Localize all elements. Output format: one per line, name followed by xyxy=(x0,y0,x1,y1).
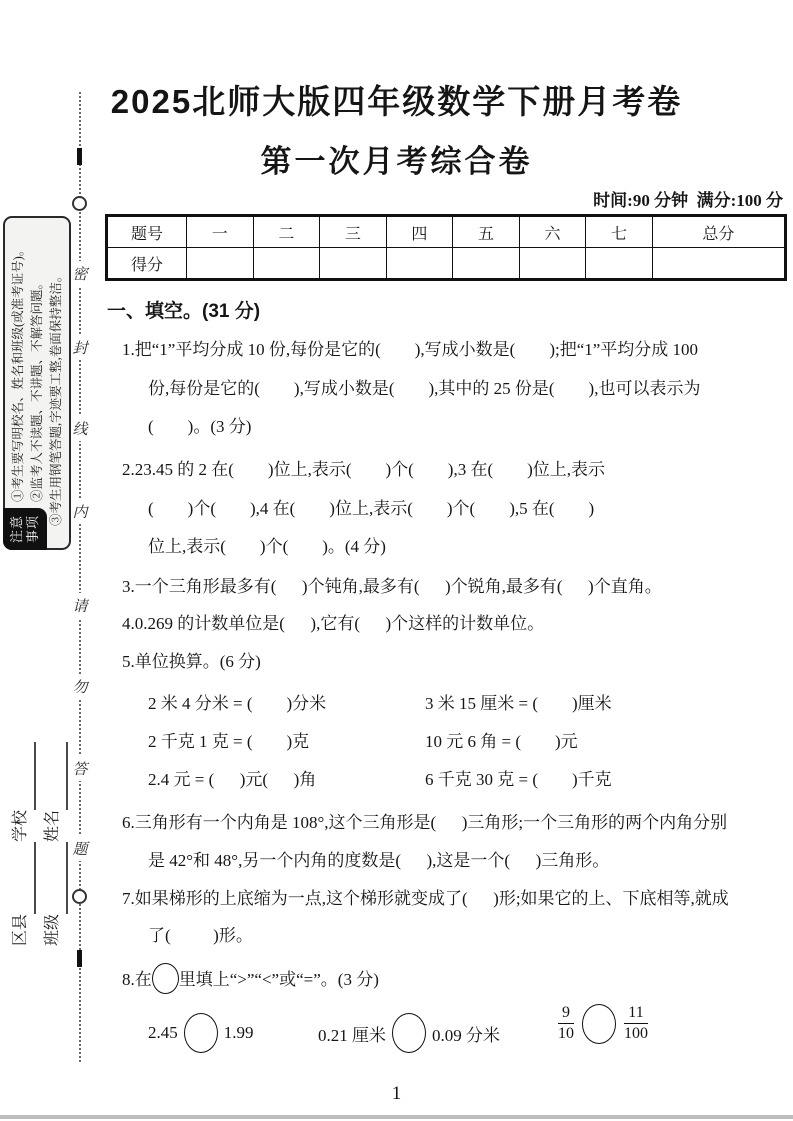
seal-char: 内 xyxy=(70,499,90,524)
score-cell xyxy=(519,248,586,280)
seal-char: 封 xyxy=(70,335,90,360)
seal-char: 线 xyxy=(70,416,90,441)
notice-line-2: ②监考人不读题、不讲题、不解答问题。 xyxy=(30,276,44,502)
fraction-numerator: 11 xyxy=(624,1003,647,1024)
notice-tab-text: 事项 xyxy=(25,515,40,544)
question-6-line: 是 42°和 48°,另一个内角的度数是( ),这是一个( )三角形。 xyxy=(148,851,610,870)
question-8-suffix: 里填上“>”“<”或“=”。(3 分) xyxy=(178,970,379,989)
col-header: 二 xyxy=(253,216,320,248)
question-2-line: 2.23.45 的 2 在( )位上,表示( )个( ),3 在( )位上,表示 xyxy=(122,460,606,479)
conversion-item: 3 米 15 厘米 = ( )厘米 xyxy=(425,694,612,713)
fraction-numerator: 9 xyxy=(558,1003,574,1024)
seal-dotted-line xyxy=(79,92,81,1062)
conversion-item: 2 米 4 分米 = ( )分米 xyxy=(148,694,327,713)
notice-box xyxy=(3,216,73,550)
scan-bottom-edge xyxy=(0,1115,793,1119)
notice-line-1: ①考生要写明校名、姓名和班级(或准考证号)。 xyxy=(11,243,25,502)
score-label: 得分 xyxy=(107,248,187,280)
seal-char: 请 xyxy=(70,593,90,618)
comparison-right: 1.99 xyxy=(223,1023,254,1042)
seal-char: 勿 xyxy=(70,674,90,699)
comparison-left: 0.21 厘米 xyxy=(318,1025,386,1045)
name-fields xyxy=(6,690,72,946)
notice-line-3: ③考生用钢笔答题,字迹要工整,卷面保持整洁。 xyxy=(49,269,63,526)
score-cell xyxy=(253,248,320,280)
question-1-line: 份,每份是它的( ),写成小数是( ),其中的 25 份是( ),也可以表示为 xyxy=(148,379,701,398)
col-header: 六 xyxy=(519,216,586,248)
notice-tab-text: 注意 xyxy=(9,515,24,544)
conversion-item: 6 千克 30 克 = ( )千克 xyxy=(425,770,612,789)
seal-char: 答 xyxy=(70,756,90,781)
question-4: 4.0.269 的计数单位是( ),它有( )个这样的计数单位。 xyxy=(122,614,545,633)
question-3: 3.一个三角形最多有( )个钝角,最多有( )个锐角,最多有( )个直角。 xyxy=(122,577,662,596)
compare-circle xyxy=(582,1004,616,1044)
compare-circle xyxy=(152,963,179,994)
fraction xyxy=(556,1003,576,1044)
compare-circle xyxy=(392,1013,426,1053)
col-header: 三 xyxy=(320,216,387,248)
col-header: 五 xyxy=(453,216,520,248)
fraction-denominator: 10 xyxy=(558,1025,574,1042)
exam-subtitle: 第一次月考综合卷 xyxy=(260,144,533,179)
table-row xyxy=(107,216,786,248)
col-header: 一 xyxy=(187,216,254,248)
seal-char: 题 xyxy=(70,836,90,861)
comparison-item xyxy=(318,1013,500,1053)
time-score-info: 时间:90 分钟 满分:100 分 xyxy=(593,191,783,210)
name-label: 姓名 xyxy=(44,809,61,842)
score-cell xyxy=(652,248,785,280)
question-7-line: 了( )形。 xyxy=(148,926,253,945)
compare-circle xyxy=(184,1013,218,1053)
col-header: 总分 xyxy=(652,216,785,248)
seal-dash-bottom xyxy=(77,950,82,967)
conversion-item: 2 千克 1 克 = ( )克 xyxy=(148,732,310,751)
question-8-prefix: 8.在 xyxy=(122,970,152,989)
question-6-line: 6.三角形有一个内角是 108°,这个三角形是( )三角形;一个三角形的两个内角分别 xyxy=(122,813,728,832)
comparison-left: 2.45 xyxy=(148,1023,178,1042)
col-header: 七 xyxy=(586,216,653,248)
district-label: 区县 xyxy=(12,913,29,946)
col-header: 四 xyxy=(386,216,453,248)
section-heading: 一、填空。(31 分) xyxy=(107,301,261,322)
score-cell xyxy=(586,248,653,280)
school-blank xyxy=(14,742,36,810)
score-cell xyxy=(320,248,387,280)
conversion-item: 10 元 6 角 = ( )元 xyxy=(425,732,578,751)
question-8-line xyxy=(122,963,379,994)
class-label: 班级 xyxy=(44,913,61,946)
question-2-line: 位上,表示( )个( )。(4 分) xyxy=(148,537,386,556)
notice-tab xyxy=(3,508,47,550)
conversion-item: 2.4 元 = ( )元( )角 xyxy=(148,770,317,789)
exam-title: 2025北师大版四年级数学下册月考卷 xyxy=(110,83,683,120)
question-1-line: 1.把“1”平均分成 10 份,每份是它的( ),写成小数是( );把“1”平均分成 100 xyxy=(122,340,699,359)
score-cell xyxy=(453,248,520,280)
comparison-right: 0.09 分米 xyxy=(432,1025,500,1045)
score-cell xyxy=(187,248,254,280)
question-7-line: 7.如果梯形的上底缩为一点,这个梯形就变成了( )形;如果它的上、下底相等,就成 xyxy=(122,889,729,908)
question-number-label: 题号 xyxy=(107,216,187,248)
fraction-denominator: 100 xyxy=(624,1025,648,1042)
score-cell xyxy=(386,248,453,280)
table-row xyxy=(107,248,786,280)
question-5-heading: 5.单位换算。(6 分) xyxy=(122,652,261,671)
score-table xyxy=(105,214,787,281)
seal-char: 密 xyxy=(70,261,90,286)
question-1-line: ( )。(3 分) xyxy=(148,417,252,436)
school-label: 学校 xyxy=(12,809,29,842)
seal-circle-bottom xyxy=(72,889,87,904)
question-2-line: ( )个( ),4 在( )位上,表示( )个( ),5 在( ) xyxy=(148,499,595,518)
district-blank xyxy=(14,842,36,914)
page-number: 1 xyxy=(391,1083,402,1104)
seal-circle-top xyxy=(72,196,87,211)
comparison-item xyxy=(148,1013,254,1053)
class-blank xyxy=(46,842,68,914)
fraction xyxy=(622,1003,650,1044)
name-blank xyxy=(46,742,68,810)
comparison-item xyxy=(556,1003,650,1044)
